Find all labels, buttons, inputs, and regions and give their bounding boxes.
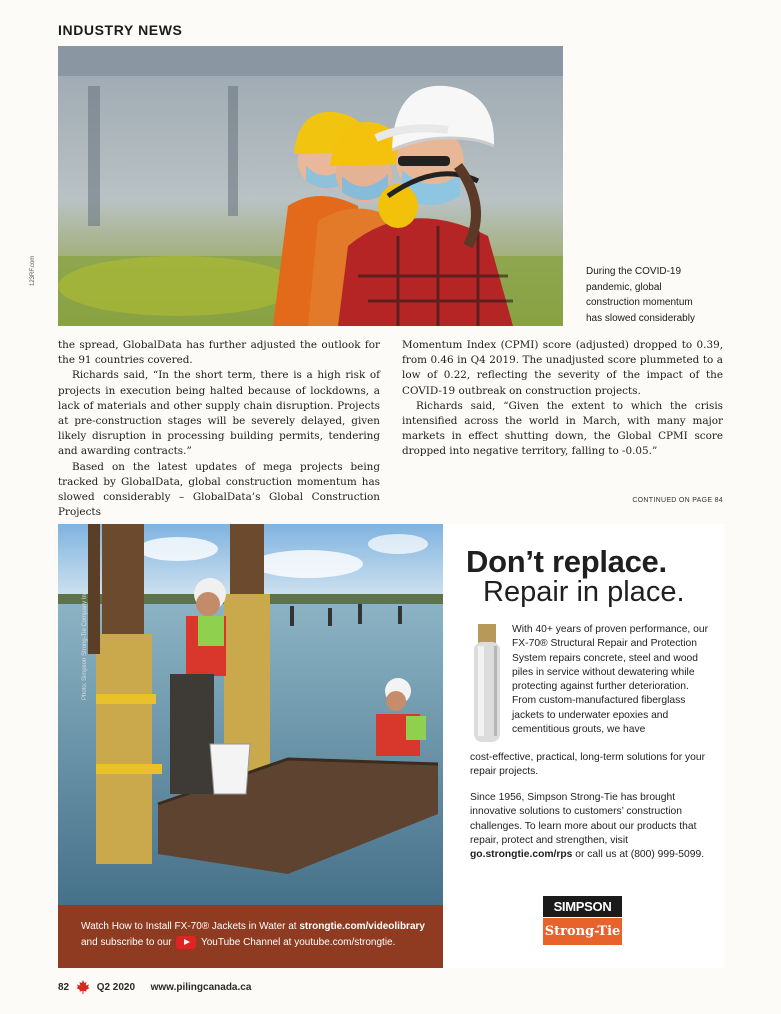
caption-line: construction momentum: [586, 297, 693, 308]
strong-tie-logo-bottom: Strong-Tie: [543, 918, 622, 945]
banner-line2-text: and subscribe to our: [81, 937, 175, 948]
section-title: INDUSTRY NEWS: [58, 22, 183, 38]
youtube-icon[interactable]: [176, 936, 196, 949]
hero-photo-credit: 123RF.com: [30, 255, 36, 286]
caption-line: pandemic, global: [586, 281, 662, 293]
ad-body-text-1: With 40+ years of proven performance, our FX-70® Structural Repair and Protection System repairs concrete, steel and wood piles in service without dewatering while protecting against further deterioration. From custom-manufactured fiberglass jackets to underwater epoxies and cementitious grouts, we have: [512, 624, 709, 736]
article-paragraph: Richards said, “In the short term, there is a high risk of projects in execution being halted because of lockdowns, a lack of materials and other supply chain disruption. Projects at pre-construction stages will be severely delayed, given likely disruption in processing building permits, tendering and awarding contracts.”: [58, 369, 380, 458]
article-column-2: [402, 338, 723, 460]
article-paragraph: the spread, GlobalData has further adjusted the outlook for the 91 countries covered.: [58, 339, 380, 367]
issue-label: Q2 2020: [96, 981, 136, 993]
ad-photo-pile-repair: [58, 524, 443, 905]
ad-body-text-2-pre: Since 1956, Simpson Strong-Tie has brought innovative solutions to customers’ construction challenges. To learn more about our products that repair, protect and strengthen, visit: [470, 792, 697, 846]
fiberglass-jacket-image: [470, 624, 504, 744]
article-column-1: [58, 338, 380, 520]
page-footer: [58, 980, 251, 994]
ad-body-text-1b: cost-effective, practical, long-term solutions for your repair projects.: [470, 752, 706, 778]
maple-leaf-icon: [76, 980, 90, 994]
hero-photo-workers-masks: [58, 46, 563, 326]
ad-body-text-2: [470, 791, 710, 862]
article-paragraph: Momentum Index (CPMI) score (adjusted) dropped to 0.39, from 0.46 in Q4 2019. The unadjusted score plummeted to a low of 0.22, reflecting the severity of the impact of the COVID-19 outbreak on construction projects.: [402, 339, 723, 397]
ad-photo-credit: Photo: Simpson Strong-Tie Company Inc.: [82, 589, 88, 700]
continued-on-page: CONTINUED ON PAGE 84: [632, 497, 723, 504]
ad-body-text-2-post: or call us at (800) 999-5099.: [572, 849, 705, 861]
caption-line: has slowed considerably: [586, 312, 695, 324]
banner-line2-text-post: YouTube Channel at youtube.com/strongtie.: [198, 937, 396, 948]
ad-headline: Don’t replace.: [466, 544, 667, 579]
ad-banner-text: [81, 919, 441, 951]
banner-line1-text: Watch How to Install FX-70® Jackets in Water at: [81, 921, 300, 932]
article-paragraph: Based on the latest updates of mega projects being tracked by GlobalData, global construction momentum has slowed considerably – GlobalData’s Global Construction Projects: [58, 460, 380, 519]
caption-line: During the COVID-19: [586, 266, 682, 277]
video-library-link[interactable]: strongtie.com/videolibrary: [299, 921, 425, 932]
photo-caption: [586, 264, 726, 326]
ad-subheadline: Repair in place.: [483, 576, 685, 608]
website-link[interactable]: www.pilingcanada.ca: [150, 981, 252, 993]
page-number: 82: [58, 981, 70, 993]
article-paragraph: Richards said, “Given the extent to which the crisis intensified across the world in March, with many major markets in effect shutting down, the Global CPMI score dropped into negative territory, falling to -0.05.”: [402, 399, 723, 458]
strongtie-rps-link[interactable]: go.strongtie.com/rps: [470, 849, 573, 861]
simpson-logo-top: SIMPSON: [543, 896, 622, 917]
